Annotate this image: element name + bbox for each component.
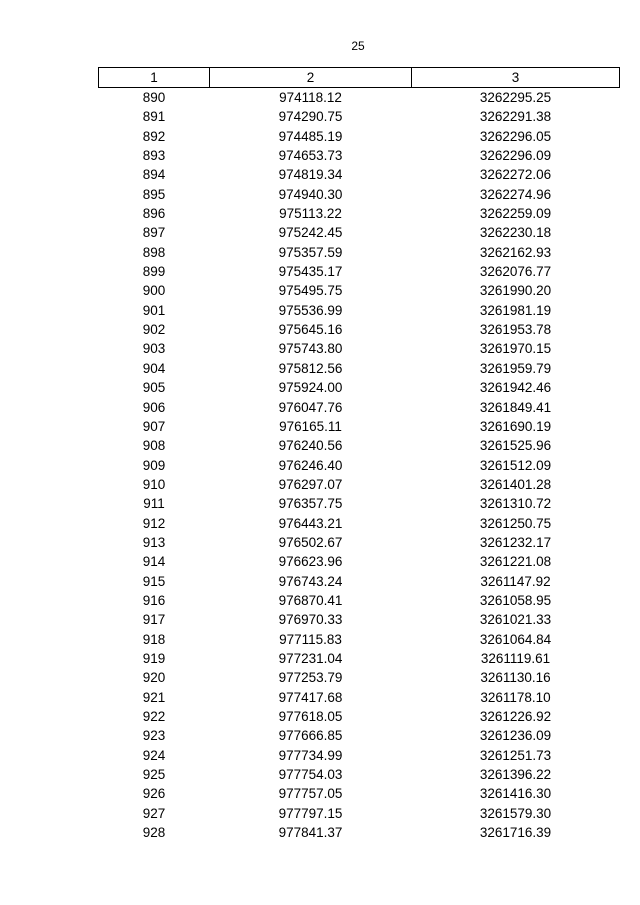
- table-row: [99, 456, 620, 475]
- table-cell: 3261716.39: [479, 825, 552, 841]
- table-cell: 3261990.20: [479, 283, 552, 299]
- table-cell: 922: [142, 709, 166, 724]
- table-cell: 974118.12: [279, 90, 342, 105]
- table-cell: 905: [142, 380, 166, 396]
- table-cell: 3261221.08: [479, 554, 552, 570]
- table-cell: 914: [142, 554, 166, 570]
- table-cell: 976165.11: [279, 418, 342, 434]
- table-cell: 3261058.95: [479, 592, 552, 608]
- table-cell: 976743.24: [278, 573, 343, 589]
- table-cell: 3262274.96: [479, 186, 552, 202]
- table-row: [99, 127, 620, 146]
- table-cell: 3261119.61: [480, 650, 551, 666]
- table-cell: 912: [142, 515, 166, 531]
- table-cell: 3262272.06: [479, 167, 552, 183]
- table-row: [99, 165, 620, 184]
- table-cell: 907: [142, 418, 166, 434]
- table-cell: 3262295.25: [479, 90, 552, 105]
- table-cell: 974819.34: [278, 167, 343, 183]
- table-cell: 975357.59: [278, 244, 343, 260]
- table-cell: 977841.37: [278, 825, 343, 841]
- table-cell: 898: [142, 244, 166, 260]
- table-cell: 975812.56: [278, 360, 343, 376]
- table-cell: 3261959.79: [479, 360, 552, 376]
- table-cell: 975495.75: [278, 283, 343, 299]
- table-cell: 976246.40: [278, 457, 343, 473]
- table-cell: 3261981.19: [479, 302, 552, 318]
- table-cell: 974290.75: [278, 109, 343, 125]
- table-cell: 903: [142, 341, 166, 357]
- table-row: [99, 746, 620, 765]
- table-cell: 3261226.92: [479, 709, 552, 724]
- table-cell: 3261021.33: [479, 612, 552, 628]
- table-row: [99, 301, 620, 320]
- table-cell: 974940.30: [278, 186, 343, 202]
- table-cell: 977253.79: [278, 670, 343, 686]
- table-cell: 3262162.93: [479, 244, 552, 260]
- table-cell: 909: [142, 457, 166, 473]
- column-header: 1: [99, 68, 210, 88]
- table-row: [99, 630, 620, 649]
- table-cell: 924: [142, 747, 166, 763]
- table-cell: 926: [142, 786, 166, 802]
- column-header: 2: [210, 68, 412, 88]
- table-cell: 895: [142, 186, 166, 202]
- table-cell: 904: [142, 360, 166, 376]
- table-cell: 974653.73: [278, 148, 343, 164]
- table-row: [99, 572, 620, 591]
- table-row: [99, 475, 620, 494]
- table-cell: 923: [142, 728, 166, 744]
- table-row: [99, 262, 620, 281]
- table-cell: 908: [142, 438, 166, 454]
- table-cell: 3261970.15: [479, 341, 552, 357]
- table-row: [99, 243, 620, 262]
- table-cell: 3261236.09: [479, 728, 552, 744]
- table-row: [99, 398, 620, 417]
- table-cell: 976870.41: [278, 592, 343, 608]
- table-cell: 3261525.96: [479, 438, 552, 454]
- table-row: [99, 494, 620, 513]
- table-cell: 3261579.30: [479, 805, 552, 821]
- table-cell: 891: [142, 109, 166, 125]
- table-cell: 976357.75: [278, 496, 343, 512]
- page-number: 25: [351, 39, 365, 53]
- table-cell: 892: [142, 128, 166, 144]
- table-cell: 975242.45: [278, 225, 343, 241]
- table-cell: 977231.04: [278, 650, 343, 666]
- table-cell: 977797.15: [278, 805, 343, 821]
- table-cell: 3262230.18: [479, 225, 552, 241]
- table-cell: 3261232.17: [479, 534, 552, 550]
- table-cell: 3261130.16: [480, 670, 551, 686]
- table-cell: 3261251.73: [479, 747, 552, 763]
- table-cell: 896: [142, 206, 166, 222]
- table-cell: 976047.76: [278, 399, 343, 415]
- table-cell: 3262296.05: [479, 128, 552, 144]
- table-row: [99, 726, 620, 745]
- table-cell: 910: [142, 476, 166, 492]
- table-cell: 893: [142, 148, 166, 164]
- table-cell: 3261849.41: [479, 399, 552, 415]
- coordinates-table: [98, 67, 620, 842]
- table-row: [99, 591, 620, 610]
- table-cell: 977734.99: [278, 747, 343, 763]
- table-cell: 976297.07: [278, 476, 343, 492]
- table-row: [99, 146, 620, 165]
- table-cell: 3261512.09: [479, 457, 552, 473]
- table-cell: 901: [142, 302, 166, 318]
- table-row: [99, 514, 620, 533]
- table-cell: 925: [142, 767, 166, 783]
- table-row: [99, 417, 620, 436]
- table-cell: 3261250.75: [479, 515, 552, 531]
- table-row: [99, 281, 620, 300]
- table-cell: 897: [142, 225, 166, 241]
- table-row: [99, 533, 620, 552]
- table-cell: 3261064.84: [479, 631, 552, 647]
- table-cell: 975743.80: [278, 341, 343, 357]
- table-cell: 975113.22: [279, 206, 342, 222]
- table-row: [99, 649, 620, 668]
- table-row: [99, 88, 620, 108]
- table-row: [99, 610, 620, 629]
- table-cell: 3261310.72: [479, 496, 552, 512]
- table-row: [99, 552, 620, 571]
- table-cell: 3261953.78: [479, 322, 552, 338]
- table-cell: 920: [142, 670, 166, 686]
- table-cell: 902: [142, 322, 166, 338]
- table-row: [99, 765, 620, 784]
- table-cell: 974485.19: [278, 128, 343, 144]
- table-cell: 899: [142, 264, 166, 280]
- table-cell: 3261401.28: [479, 476, 552, 492]
- table-cell: 3261396.22: [479, 767, 552, 783]
- table-cell: 3262259.09: [479, 206, 552, 222]
- table-cell: 976443.21: [278, 515, 343, 531]
- table-row: [99, 688, 620, 707]
- table-cell: 976502.67: [278, 534, 343, 550]
- table-cell: 3261416.30: [479, 786, 552, 802]
- table-row: [99, 223, 620, 242]
- table-row: [99, 185, 620, 204]
- table-cell: 890: [142, 90, 166, 105]
- table-cell: 976970.33: [278, 612, 343, 628]
- table-row: [99, 707, 620, 726]
- table-cell: 977115.83: [279, 631, 342, 647]
- column-header: 3: [412, 68, 620, 88]
- table-row: [99, 339, 620, 358]
- table-cell: 3261690.19: [479, 418, 552, 434]
- table-cell: 977666.85: [278, 728, 343, 744]
- table-cell: 3262076.77: [479, 264, 552, 280]
- table-cell: 975645.16: [278, 322, 343, 338]
- table-cell: 3261178.10: [480, 689, 551, 705]
- table-cell: 917: [142, 612, 166, 628]
- table-cell: 900: [142, 283, 166, 299]
- table-row: [99, 378, 620, 397]
- table-cell: 976240.56: [278, 438, 343, 454]
- table-cell: 911: [143, 496, 165, 512]
- table-cell: 977618.05: [278, 709, 343, 724]
- table-row: [99, 668, 620, 687]
- table-cell: 916: [142, 592, 166, 608]
- table-cell: 3261942.46: [479, 380, 552, 396]
- table-cell: 977417.68: [278, 689, 343, 705]
- table-row: [99, 204, 620, 223]
- table-cell: 977754.03: [278, 767, 343, 783]
- table-row: [99, 784, 620, 803]
- table-cell: 894: [142, 167, 166, 183]
- table-header-row: [99, 68, 620, 88]
- table-cell: 977757.05: [278, 786, 343, 802]
- table-cell: 918: [142, 631, 166, 647]
- table-cell: 927: [142, 805, 166, 821]
- table-cell: 906: [142, 399, 166, 415]
- table-cell: 3261147.92: [480, 573, 551, 589]
- table-row: [99, 359, 620, 378]
- table-cell: 976623.96: [278, 554, 343, 570]
- table-row: [99, 107, 620, 126]
- table-cell: 928: [142, 825, 166, 841]
- table-row: [99, 823, 620, 842]
- table-cell: 975536.99: [278, 302, 343, 318]
- table-body: [99, 88, 620, 843]
- table-row: [99, 436, 620, 455]
- table-cell: 915: [142, 573, 166, 589]
- table-cell: 919: [142, 650, 166, 666]
- table-cell: 3262296.09: [479, 148, 552, 164]
- table-cell: 3262291.38: [479, 109, 552, 125]
- table-cell: 975435.17: [278, 264, 343, 280]
- table-row: [99, 320, 620, 339]
- table-cell: 975924.00: [278, 380, 343, 396]
- table-row: [99, 804, 620, 823]
- table-cell: 913: [142, 534, 166, 550]
- table-cell: 921: [142, 689, 166, 705]
